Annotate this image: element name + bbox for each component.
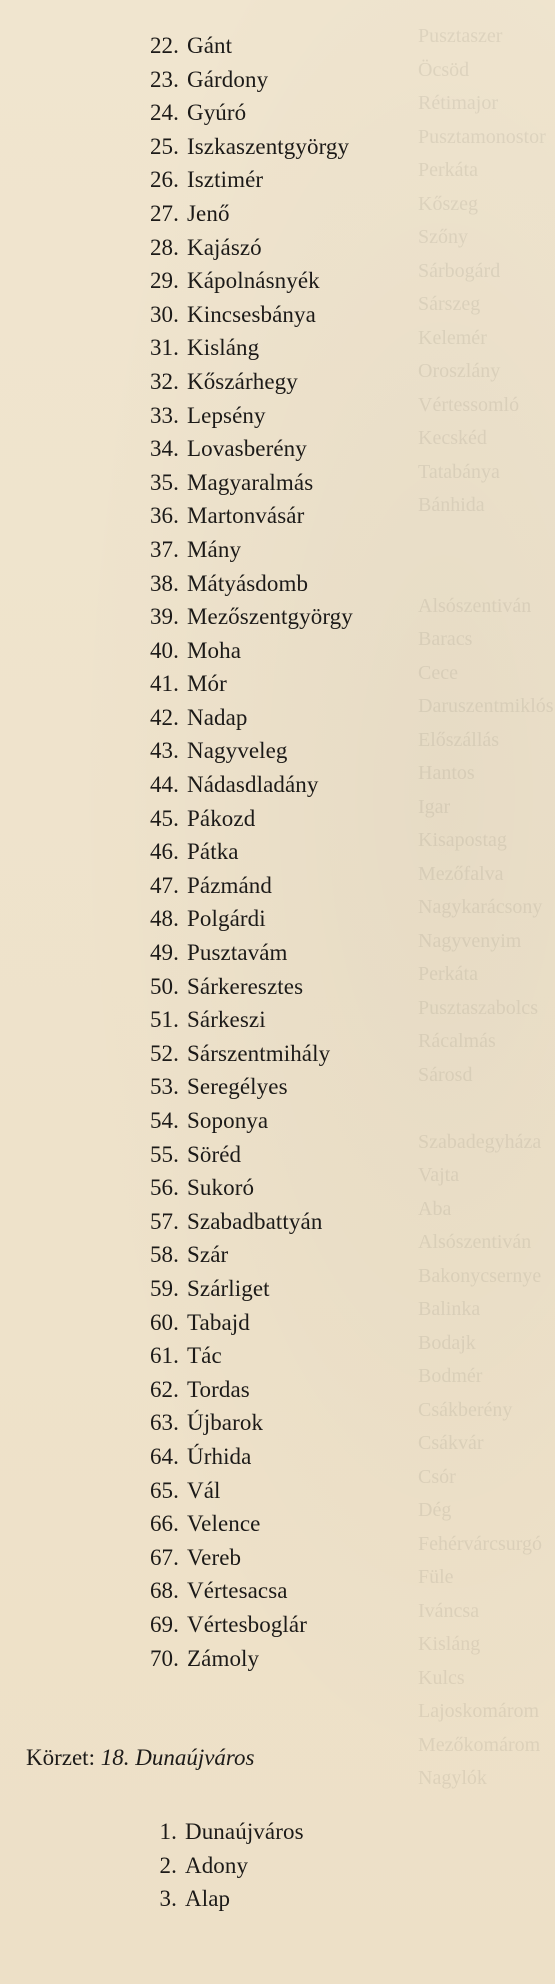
item-number: 65. <box>149 1477 179 1503</box>
item-name: Magyaralmás <box>187 469 314 495</box>
item-number: 2. <box>159 1852 177 1878</box>
item-name: Adony <box>185 1852 249 1878</box>
item-name: Kisláng <box>187 335 260 361</box>
item-number: 28. <box>149 234 179 260</box>
item-name: Nadap <box>187 704 248 730</box>
list-item <box>130 802 353 836</box>
item-name: Lovasberény <box>187 436 307 462</box>
list-item <box>130 835 353 869</box>
item-number: 56. <box>149 1175 179 1201</box>
item-number: 1. <box>159 1819 177 1844</box>
item-number: 69. <box>149 1611 179 1637</box>
item-name: Vál <box>187 1477 221 1503</box>
item-number: 54. <box>149 1108 179 1133</box>
item-name: Szár <box>187 1242 229 1268</box>
item-number: 24. <box>149 100 179 126</box>
item-number: 64. <box>149 1443 179 1469</box>
list-item <box>130 331 353 365</box>
item-name: Seregélyes <box>187 1074 288 1100</box>
item-name: Soponya <box>187 1108 269 1133</box>
item-name: Mátyásdomb <box>187 570 309 596</box>
list-item <box>130 768 353 802</box>
list-item <box>130 936 353 970</box>
list-item <box>130 1507 353 1541</box>
item-name: Kápolnásnyék <box>187 268 320 294</box>
list-item <box>130 96 353 130</box>
item-name: Vértesboglár <box>187 1611 307 1637</box>
item-name: Iszkaszentgyörgy <box>187 133 350 159</box>
district-label: Körzet: <box>26 1745 95 1770</box>
item-number: 26. <box>149 167 179 193</box>
bleed-through-texture: Pusztaszer Öcsöd Rétimajor Pusztamonostor Perkáta Kőszeg Szőny Sárbogárd Sárszeg Kelemér Oroszlány Vértessomló Kecskéd Tatabánya Bánhida Alsószentiván Baracs Cece Daruszentmiklós Előszállás Hantos Igar Kisapostag Mezőfalva Nagykarácsony Nagyvenyim Perkáta Pusztaszabolcs Rácalmás Sárosd Szabadegyháza Vajta Aba Alsószentiván Bakonycsernye Balinka Bodajk Bodmér Csákberény Csákvár Csór Dég Fehérvárcsurgó Füle Iváncsa Kisláng Kulcs Lajoskomárom Mezőkomárom Nagylók <box>418 25 554 1789</box>
item-name: Pákozd <box>187 805 256 831</box>
item-name: Mány <box>187 536 242 562</box>
item-name: Sukoró <box>187 1175 255 1201</box>
item-name: Lepsény <box>187 402 266 428</box>
item-number: 45. <box>149 805 179 831</box>
list-item <box>130 1406 353 1440</box>
item-number: 53. <box>149 1074 179 1100</box>
item-number: 50. <box>149 973 179 999</box>
item-name: Nádasdladány <box>187 772 319 798</box>
item-number: 22. <box>149 33 179 58</box>
list-item <box>133 1882 304 1916</box>
item-name: Sárkeszi <box>187 1007 266 1033</box>
item-name: Sárkeresztes <box>187 973 304 999</box>
district-heading <box>26 1742 254 1774</box>
list-item <box>130 1205 353 1239</box>
item-name: Vereb <box>187 1544 242 1570</box>
list-item <box>130 1003 353 1037</box>
item-number: 29. <box>149 268 179 294</box>
item-number: 39. <box>149 604 179 630</box>
list-item <box>130 701 353 735</box>
list-item <box>130 1104 353 1138</box>
item-name: Martonvásár <box>187 503 305 529</box>
list-item <box>130 130 353 164</box>
list-item <box>130 902 353 936</box>
item-number: 46. <box>149 839 179 865</box>
item-number: 43. <box>149 738 179 764</box>
list-item <box>130 634 353 668</box>
item-number: 62. <box>149 1376 179 1402</box>
item-number: 47. <box>149 872 179 898</box>
item-name: Kőszárhegy <box>187 368 298 394</box>
item-name: Tác <box>187 1343 222 1369</box>
list-item <box>130 1474 353 1508</box>
list-item <box>130 231 353 265</box>
item-name: Jenő <box>187 200 230 226</box>
item-number: 42. <box>149 704 179 730</box>
item-number: 34. <box>149 436 179 462</box>
district-title: 18. Dunaújváros <box>100 1745 255 1770</box>
list-item <box>130 1339 353 1373</box>
list-item <box>130 298 353 332</box>
list-item <box>130 533 353 567</box>
list-item <box>130 1238 353 1272</box>
list-item <box>130 1541 353 1575</box>
item-name: Moha <box>187 637 242 663</box>
item-number: 32. <box>149 368 179 394</box>
list-item <box>130 1373 353 1407</box>
item-number: 60. <box>149 1309 179 1335</box>
item-number: 27. <box>149 200 179 226</box>
item-name: Alap <box>185 1886 231 1912</box>
item-name: Tordas <box>187 1376 250 1402</box>
item-number: 49. <box>149 940 179 966</box>
item-number: 25. <box>149 133 179 159</box>
list-item <box>130 466 353 500</box>
item-number: 41. <box>149 671 179 697</box>
item-name: Zámoly <box>187 1645 260 1671</box>
item-number: 36. <box>149 503 179 529</box>
list-item <box>130 432 353 466</box>
list-item <box>130 63 353 97</box>
list-item <box>130 163 353 197</box>
list-item <box>130 1440 353 1474</box>
item-number: 51. <box>149 1007 179 1033</box>
item-number: 66. <box>149 1511 179 1537</box>
item-name: Úrhida <box>187 1443 252 1469</box>
item-number: 67. <box>149 1544 179 1570</box>
list-item <box>130 197 353 231</box>
item-name: Gánt <box>187 33 233 58</box>
item-number: 37. <box>149 536 179 562</box>
list-item <box>130 1037 353 1071</box>
list-item <box>130 1642 353 1676</box>
list-item <box>130 1574 353 1608</box>
list-item <box>130 499 353 533</box>
item-name: Velence <box>187 1511 261 1537</box>
item-number: 33. <box>149 402 179 428</box>
item-number: 52. <box>149 1040 179 1066</box>
item-name: Mór <box>187 671 227 697</box>
list-item <box>130 869 353 903</box>
list-item <box>130 399 353 433</box>
list-item <box>130 1070 353 1104</box>
item-name: Kincsesbánya <box>187 301 316 327</box>
list-item <box>133 1815 304 1849</box>
item-name: Isztimér <box>187 167 264 193</box>
item-number: 61. <box>149 1343 179 1369</box>
item-name: Dunaújváros <box>185 1819 304 1844</box>
item-number: 48. <box>149 906 179 932</box>
item-name: Szabadbattyán <box>187 1208 323 1234</box>
list-item <box>130 1608 353 1642</box>
list-item <box>130 600 353 634</box>
list-item <box>130 970 353 1004</box>
item-number: 63. <box>149 1410 179 1436</box>
list-item <box>130 567 353 601</box>
item-number: 38. <box>149 570 179 596</box>
item-name: Pusztavám <box>187 940 288 966</box>
item-name: Gyúró <box>187 100 247 126</box>
item-name: Gárdony <box>187 66 269 92</box>
list-item <box>130 1306 353 1340</box>
list-item <box>130 734 353 768</box>
item-name: Mezőszentgyörgy <box>187 604 353 630</box>
list-item <box>130 29 353 63</box>
list-item <box>130 1171 353 1205</box>
municipality-list-part-2 <box>133 1815 304 1916</box>
item-number: 59. <box>149 1275 179 1301</box>
item-number: 58. <box>149 1242 179 1268</box>
item-name: Kajászó <box>187 234 262 260</box>
item-name: Pázmánd <box>187 872 273 898</box>
item-number: 40. <box>149 637 179 663</box>
item-name: Sárszentmihály <box>187 1040 331 1066</box>
item-number: 57. <box>149 1208 179 1234</box>
item-name: Polgárdi <box>187 906 266 932</box>
item-name: Vértesacsa <box>187 1578 288 1604</box>
item-number: 31. <box>149 335 179 361</box>
list-item <box>130 264 353 298</box>
item-name: Újbarok <box>187 1410 264 1436</box>
list-item <box>130 365 353 399</box>
item-number: 68. <box>149 1578 179 1604</box>
item-name: Pátka <box>187 839 239 865</box>
item-number: 35. <box>149 469 179 495</box>
item-name: Tabajd <box>187 1309 250 1335</box>
list-item <box>133 1849 304 1883</box>
municipality-list-part-1 <box>130 29 353 1675</box>
item-number: 3. <box>159 1886 177 1912</box>
item-number: 23. <box>149 66 179 92</box>
list-item <box>130 667 353 701</box>
item-name: Szárliget <box>187 1275 270 1301</box>
item-name: Söréd <box>187 1141 242 1167</box>
item-number: 30. <box>149 301 179 327</box>
list-item <box>130 1272 353 1306</box>
item-number: 70. <box>149 1645 179 1671</box>
list-item <box>130 1138 353 1172</box>
item-number: 55. <box>149 1141 179 1167</box>
item-number: 44. <box>149 772 179 798</box>
item-name: Nagyveleg <box>187 738 288 764</box>
